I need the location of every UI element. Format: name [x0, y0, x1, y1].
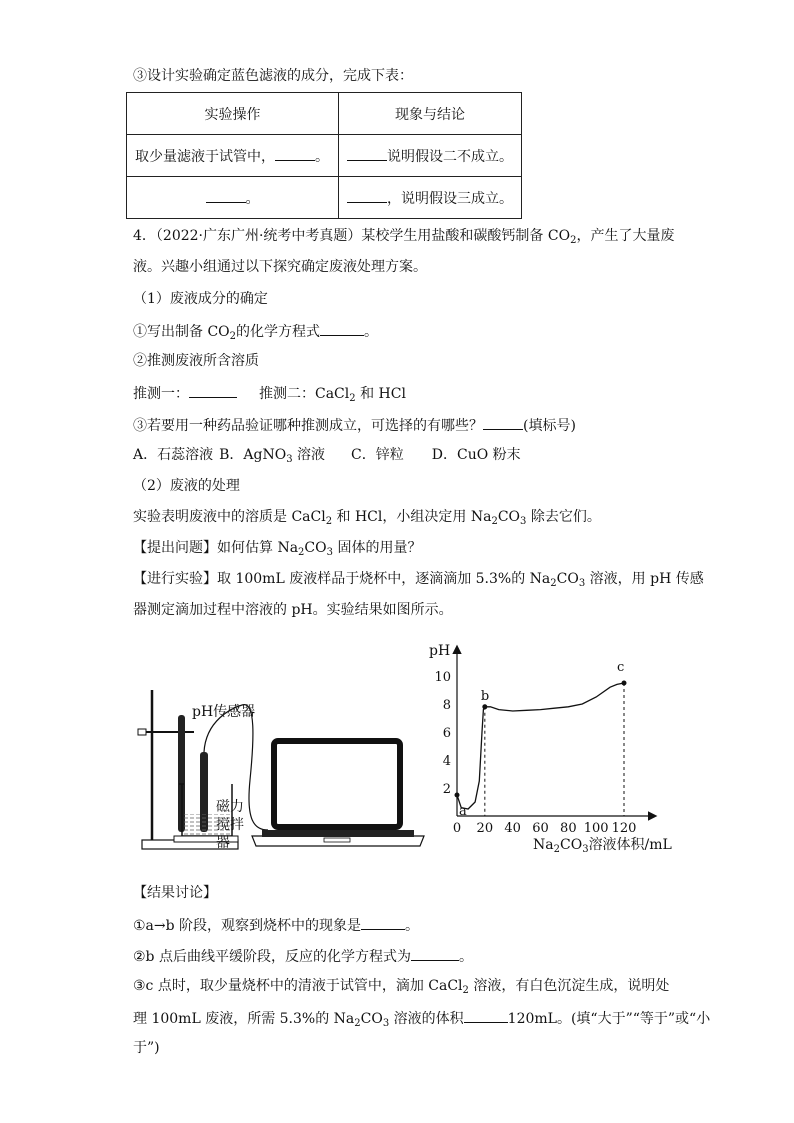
x-tick-label: 0: [452, 821, 462, 836]
option-b: B．AgNO$_3$ 溶液: [219, 447, 326, 465]
answer-blank[interactable]: [206, 187, 246, 203]
ph-chart: [425, 635, 675, 860]
disc2: ②b 点后曲线平缓阶段，反应的化学方程式为 。: [133, 945, 473, 967]
stirrer-label-2: 搅拌: [216, 817, 244, 833]
x-tick-label: 120: [611, 821, 637, 836]
answer-blank[interactable]: [411, 945, 459, 961]
item3: ③若要用一种药品验证哪种推测成立，可选择的有哪些？ (填标号): [133, 414, 576, 436]
point-label-a: a: [459, 804, 467, 819]
q3-intro: ③设计实验确定蓝色滤液的成分，完成下表：: [133, 68, 413, 84]
item2: ②推测废液所含溶质: [133, 353, 259, 369]
y-tick-label: 8: [442, 698, 451, 713]
point-label-b: b: [480, 688, 490, 704]
table-header-operation: 实验操作: [127, 93, 339, 135]
experiment-desc-line1: 【进行实验】取 100mL 废液样品于烧杯中，逐滴滴加 5.3%的 $Na_2CO_3$ 溶液，用 pH 传感: [133, 571, 704, 589]
disc3-line2: 理 100mL 废液，所需 5.3%的 $Na_2CO_3$ 溶液的体积 120mL。(填“大于”“等于”或“小: [133, 1007, 710, 1029]
part1-heading: （1）废液成分的确定: [133, 291, 268, 307]
q4-stem-line1: 4．（2022·广东广州·统考中考真题）某校学生用盐酸和碳酸钙制备 $CO_2$，产生了大量废: [133, 228, 675, 246]
table-header-row: [127, 93, 522, 135]
x-tick-label: 40: [504, 821, 521, 836]
y-axis-label: pH: [429, 643, 451, 659]
laptop-screen: [274, 741, 400, 827]
point-a: [455, 793, 460, 798]
apparatus-figure: [136, 680, 436, 860]
y-tick-label: 2: [442, 782, 451, 797]
answer-blank[interactable]: [361, 914, 405, 930]
sensor-label: pH传感器: [192, 704, 256, 720]
disc1: ①a→b 阶段，观察到烧杯中的现象是 。: [133, 914, 419, 936]
answer-blank[interactable]: [189, 382, 237, 398]
table-header-result: 现象与结论: [339, 93, 522, 135]
conclusion: 实验表明废液中的溶质是 CaCl$_2$ 和 HCl，小组决定用 $Na_2CO_3$ 除去它们。: [133, 509, 601, 527]
y-tick-label: 6: [442, 726, 451, 741]
y-tick-label: 10: [434, 670, 451, 685]
stirrer-label-1: 磁力: [216, 799, 244, 815]
option-d: D．CuO 粉末: [431, 447, 521, 463]
table-cell-result: ，说明假设三成立。: [339, 177, 522, 219]
x-tick-label: 60: [532, 821, 549, 836]
answer-blank[interactable]: [464, 1007, 508, 1023]
option-a: A．石蕊溶液: [133, 447, 214, 463]
discussion-title: 【结果讨论】: [133, 885, 217, 901]
x-tick-label: 20: [476, 821, 494, 836]
table-cell-operation: 取少量滤液于试管中， 。: [127, 135, 339, 177]
answer-blank[interactable]: [483, 414, 523, 430]
part2-heading: （2）废液的处理: [133, 478, 240, 494]
item1: ①写出制备 $CO_2$的化学方程式 。: [133, 320, 378, 342]
stirrer-label-3: 器: [216, 835, 230, 851]
disc3-line3: 于”): [133, 1040, 160, 1056]
option-c: C．锌粒: [351, 447, 404, 463]
answer-blank[interactable]: [275, 145, 315, 161]
table-row: [127, 135, 522, 177]
x-axis-label: $Na_2CO_3$溶液体积/mL: [533, 837, 672, 855]
answer-blank[interactable]: [347, 187, 387, 203]
y-tick-label: 4: [442, 754, 451, 769]
table-row: [127, 177, 522, 219]
disc3-line1: ③c 点时，取少量烧杯中的清液于试管中，滴加 CaCl$_2$ 溶液，有白色沉淀生成，说明处: [133, 978, 670, 996]
table-cell-operation: 。: [127, 177, 339, 219]
options: [133, 445, 521, 465]
q4-stem-line2: 液。兴趣小组通过以下探究确定废液处理方案。: [133, 259, 427, 275]
answer-blank[interactable]: [320, 320, 364, 336]
x-tick-label: 100: [583, 821, 609, 836]
answer-blank[interactable]: [347, 145, 387, 161]
point-label-c: c: [617, 660, 625, 675]
table-cell-result: 说明假设二不成立。: [339, 135, 522, 177]
point-c: [622, 681, 627, 686]
guesses: 推测一： 推测二：CaCl$_2$ 和 HCl: [133, 382, 406, 404]
ask-question: 【提出问题】如何估算 $Na_2CO_3$ 固体的用量？: [133, 540, 422, 558]
experiment-desc-line2: 器测定滴加过程中溶液的 pH。实验结果如图所示。: [133, 602, 453, 618]
point-b: [482, 704, 487, 709]
x-tick-label: 80: [560, 821, 577, 836]
experiment-table: [126, 92, 522, 219]
